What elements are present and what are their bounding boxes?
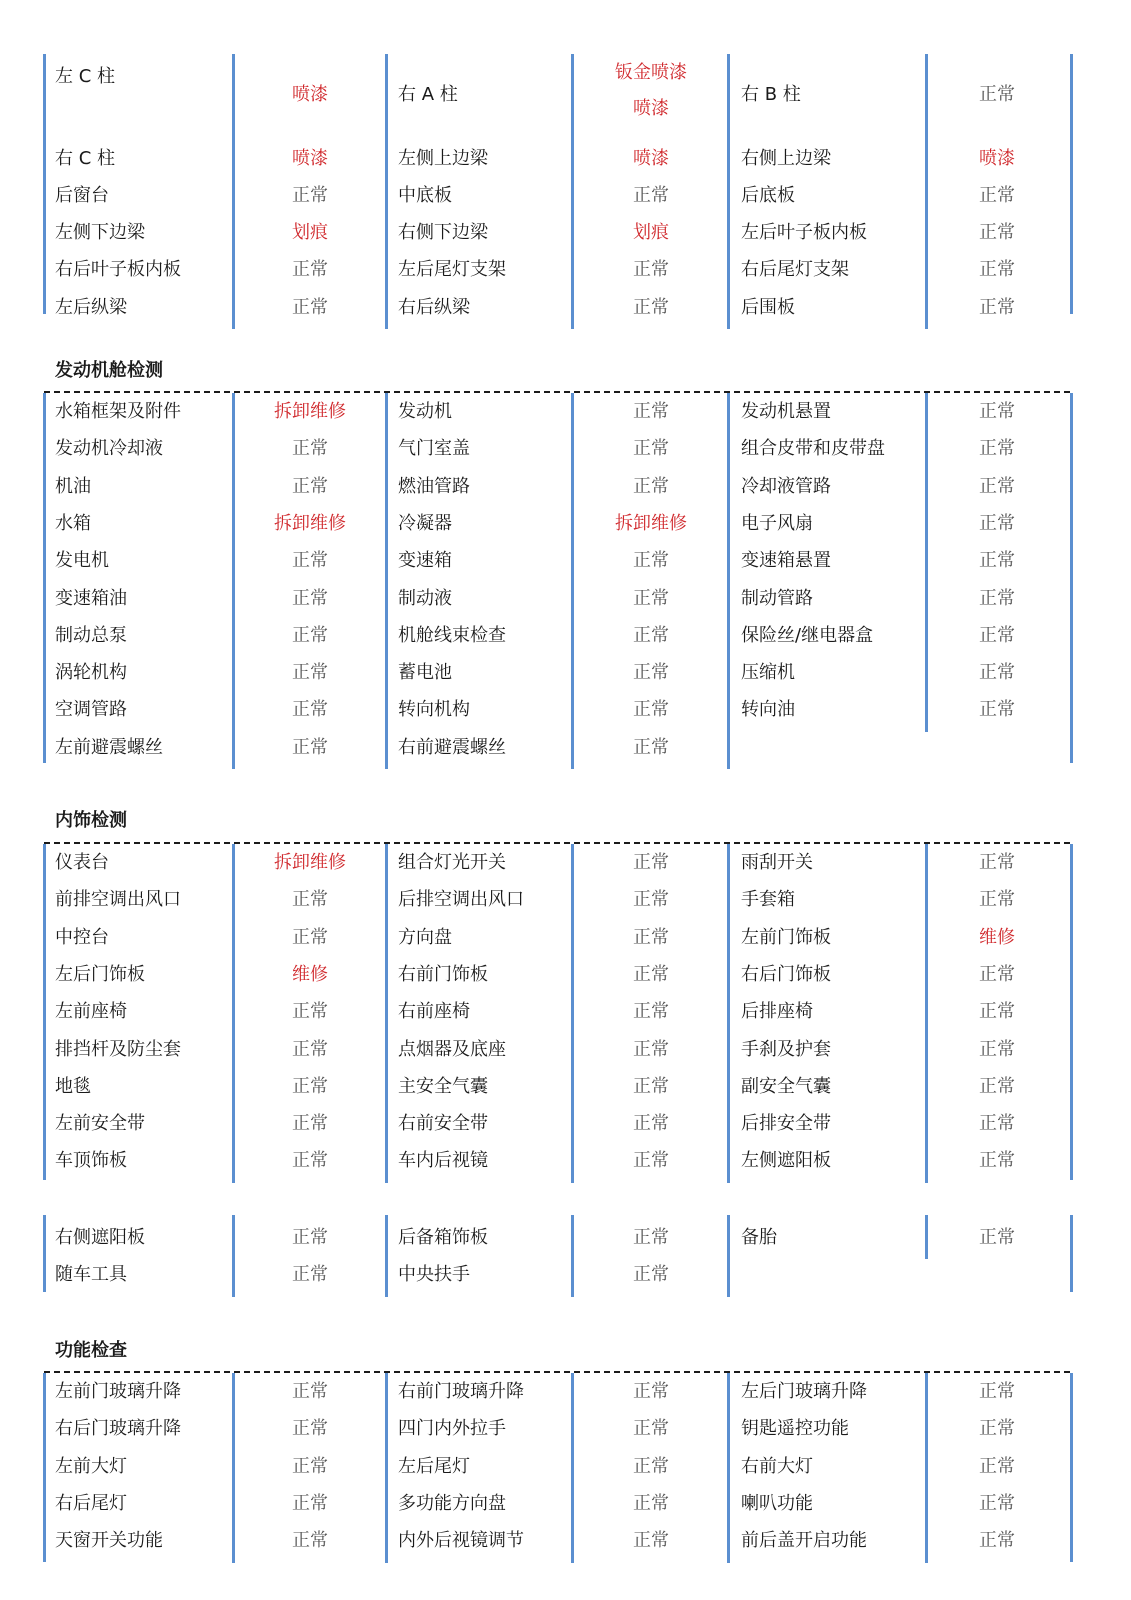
item-status: 喷漆	[292, 84, 328, 105]
item-status: 正常	[633, 297, 669, 318]
item-status: 正常	[979, 550, 1015, 572]
item-name: 右侧遮阳板	[55, 1227, 145, 1248]
item-status: 喷漆	[633, 148, 669, 169]
item-status: 正常	[633, 736, 669, 758]
item-name: 地毯	[55, 1075, 91, 1097]
item-name: 压缩机	[741, 662, 795, 684]
item-status: 正常	[292, 1001, 328, 1023]
item-name: 左后尾灯	[398, 1455, 470, 1477]
section-divider	[44, 391, 1070, 393]
column-divider	[571, 393, 574, 769]
left-border	[43, 1215, 46, 1292]
item-status: 正常	[979, 185, 1015, 206]
item-status: 正常	[633, 550, 669, 572]
item-name: 手刹及护套	[741, 1038, 831, 1060]
column-divider	[727, 54, 730, 329]
item-status: 正常	[292, 259, 328, 280]
left-border	[43, 1373, 46, 1562]
item-status: 正常	[292, 1492, 328, 1514]
item-status: 正常	[633, 1227, 669, 1248]
item-name: 气门室盖	[398, 438, 470, 460]
item-status: 划痕	[292, 222, 328, 243]
column-divider	[232, 393, 235, 769]
item-name: 机舱线束检查	[398, 624, 506, 646]
column-divider	[925, 393, 928, 732]
item-status: 正常	[979, 1492, 1015, 1514]
column-divider	[385, 1373, 388, 1563]
item-status: 正常	[633, 699, 669, 721]
item-status: 正常	[979, 963, 1015, 985]
item-name: 后排空调出风口	[398, 889, 524, 911]
item-status: 正常	[979, 222, 1015, 243]
item-status: 正常	[979, 1113, 1015, 1135]
item-name: 后排安全带	[741, 1113, 831, 1135]
item-name: 备胎	[741, 1227, 777, 1248]
item-status: 正常	[292, 1038, 328, 1060]
item-name: 中底板	[398, 185, 452, 206]
item-status: 正常	[979, 1381, 1015, 1402]
section-title: 内饰检测	[55, 810, 127, 831]
right-border	[1070, 54, 1073, 314]
item-name: 主安全气囊	[398, 1075, 488, 1097]
item-name: 发动机悬置	[741, 401, 831, 422]
item-name: 内外后视镜调节	[398, 1530, 524, 1552]
item-status: 正常	[979, 1455, 1015, 1477]
item-status: 正常	[292, 926, 328, 948]
item-name: 点烟器及底座	[398, 1038, 506, 1060]
item-status: 正常	[979, 852, 1015, 873]
item-name: 左前门饰板	[741, 926, 831, 948]
column-divider	[385, 393, 388, 769]
column-divider	[571, 1373, 574, 1563]
column-divider	[571, 54, 574, 329]
item-name: 左侧上边梁	[398, 148, 488, 169]
column-divider	[232, 1215, 235, 1297]
item-status: 正常	[979, 1418, 1015, 1440]
section-divider	[44, 842, 1070, 844]
item-status: 正常	[292, 297, 328, 318]
item-name: 右前安全带	[398, 1113, 488, 1135]
column-divider	[727, 1373, 730, 1563]
item-name: 发动机冷却液	[55, 438, 163, 460]
item-status: 正常	[979, 587, 1015, 609]
column-divider	[232, 844, 235, 1183]
item-status: 正常	[292, 1455, 328, 1477]
item-status: 正常	[979, 84, 1015, 105]
item-status: 正常	[292, 1113, 328, 1135]
left-border	[43, 54, 46, 314]
item-status: 正常	[633, 401, 669, 422]
item-name: 车顶饰板	[55, 1150, 127, 1172]
item-status: 正常	[633, 1418, 669, 1440]
item-status: 正常	[979, 1038, 1015, 1060]
item-name: 转向机构	[398, 699, 470, 721]
item-name: 制动总泵	[55, 624, 127, 646]
item-name: 发电机	[55, 550, 109, 572]
column-divider	[232, 54, 235, 329]
item-status: 正常	[979, 1530, 1015, 1552]
column-divider	[925, 1373, 928, 1563]
right-border	[1070, 844, 1073, 1180]
item-status: 正常	[633, 1264, 669, 1286]
item-status: 正常	[633, 889, 669, 911]
item-name: 四门内外拉手	[398, 1418, 506, 1440]
item-name: 保险丝/继电器盒	[741, 624, 874, 646]
item-status: 正常	[979, 1150, 1015, 1172]
item-name: 手套箱	[741, 889, 795, 911]
item-status: 正常	[979, 475, 1015, 497]
item-name: 钥匙遥控功能	[741, 1418, 849, 1440]
item-name: 前排空调出风口	[55, 889, 181, 911]
column-divider	[385, 1215, 388, 1297]
item-status: 正常	[633, 1075, 669, 1097]
item-status: 正常	[979, 889, 1015, 911]
item-status: 正常	[633, 259, 669, 280]
item-status: 正常	[979, 401, 1015, 422]
item-status: 正常	[292, 1530, 328, 1552]
item-name: 后窗台	[55, 185, 109, 206]
left-border	[43, 393, 46, 763]
item-status: 喷漆	[979, 148, 1015, 169]
item-name: 发动机	[398, 401, 452, 422]
item-status: 正常	[633, 926, 669, 948]
item-status: 喷漆	[633, 98, 669, 119]
item-status: 正常	[979, 662, 1015, 684]
item-name: 左侧下边梁	[55, 222, 145, 243]
item-status: 正常	[979, 438, 1015, 460]
item-status: 正常	[633, 963, 669, 985]
item-name: 左前避震螺丝	[55, 736, 163, 758]
item-name: 右后门玻璃升降	[55, 1418, 181, 1440]
item-status: 正常	[292, 1150, 328, 1172]
item-name: 随车工具	[55, 1264, 127, 1286]
item-status: 正常	[633, 662, 669, 684]
item-status: 正常	[633, 1530, 669, 1552]
item-name: 转向油	[741, 699, 795, 721]
item-status: 正常	[292, 736, 328, 758]
right-border	[1070, 1215, 1073, 1292]
item-status: 正常	[633, 852, 669, 873]
item-name: 组合灯光开关	[398, 852, 506, 873]
item-name: 蓄电池	[398, 662, 452, 684]
left-border	[43, 844, 46, 1180]
item-status: 正常	[633, 1038, 669, 1060]
item-status: 正常	[979, 624, 1015, 646]
item-name: 右侧上边梁	[741, 148, 831, 169]
item-name: 右前门饰板	[398, 963, 488, 985]
item-status: 正常	[292, 889, 328, 911]
column-divider	[925, 54, 928, 329]
item-status: 正常	[292, 1075, 328, 1097]
item-name: 右前门玻璃升降	[398, 1381, 524, 1402]
column-divider	[571, 844, 574, 1183]
item-name: 变速箱	[398, 550, 452, 572]
item-name: 前后盖开启功能	[741, 1530, 867, 1552]
item-name: 右前大灯	[741, 1455, 813, 1477]
item-name: 燃油管路	[398, 475, 470, 497]
item-status: 正常	[979, 259, 1015, 280]
item-status: 正常	[292, 550, 328, 572]
column-divider	[925, 1215, 928, 1259]
column-divider	[727, 393, 730, 769]
item-status: 拆卸维修	[274, 512, 346, 534]
item-name: 水箱框架及附件	[55, 401, 181, 422]
item-status: 正常	[292, 438, 328, 460]
item-status: 正常	[292, 624, 328, 646]
item-name: 左前安全带	[55, 1113, 145, 1135]
item-status: 正常	[979, 1227, 1015, 1248]
item-name: 电子风扇	[741, 512, 813, 534]
item-status: 正常	[633, 475, 669, 497]
item-name: 后底板	[741, 185, 795, 206]
item-status: 正常	[979, 699, 1015, 721]
item-name: 涡轮机构	[55, 662, 127, 684]
item-name: 中控台	[55, 926, 109, 948]
item-status: 正常	[292, 1264, 328, 1286]
item-name: 左后叶子板内板	[741, 222, 867, 243]
item-name: 左后尾灯支架	[398, 259, 506, 280]
item-status: 正常	[292, 1227, 328, 1248]
item-name: 后排座椅	[741, 1001, 813, 1023]
item-name: 右前座椅	[398, 1001, 470, 1023]
item-name: 后备箱饰板	[398, 1227, 488, 1248]
item-name: 变速箱悬置	[741, 550, 831, 572]
item-status: 正常	[292, 1418, 328, 1440]
item-status: 正常	[633, 185, 669, 206]
item-status: 拆卸维修	[274, 852, 346, 873]
item-name: 组合皮带和皮带盘	[741, 438, 885, 460]
item-name: 右 B 柱	[741, 84, 801, 105]
item-status: 正常	[292, 587, 328, 609]
item-name: 制动管路	[741, 587, 813, 609]
item-name: 后围板	[741, 297, 795, 318]
item-name: 右后尾灯	[55, 1492, 127, 1514]
item-name: 雨刮开关	[741, 852, 813, 873]
item-name: 右后尾灯支架	[741, 259, 849, 280]
column-divider	[232, 1373, 235, 1563]
item-status: 正常	[633, 438, 669, 460]
item-name: 冷凝器	[398, 512, 452, 534]
right-border	[1070, 1373, 1073, 1562]
item-status: 正常	[979, 1001, 1015, 1023]
item-status: 正常	[633, 587, 669, 609]
item-status: 正常	[979, 1075, 1015, 1097]
column-divider	[571, 1215, 574, 1297]
item-status: 正常	[633, 624, 669, 646]
item-name: 右后纵梁	[398, 297, 470, 318]
item-name: 左前座椅	[55, 1001, 127, 1023]
item-status: 钣金喷漆	[615, 62, 687, 83]
item-name: 变速箱油	[55, 587, 127, 609]
item-status: 维修	[292, 963, 328, 985]
item-name: 副安全气囊	[741, 1075, 831, 1097]
section-title: 功能检查	[55, 1340, 127, 1361]
item-name: 右侧下边梁	[398, 222, 488, 243]
item-name: 多功能方向盘	[398, 1492, 506, 1514]
item-status: 正常	[292, 662, 328, 684]
column-divider	[925, 844, 928, 1183]
item-name: 左 C 柱	[55, 66, 116, 87]
item-name: 水箱	[55, 512, 91, 534]
item-name: 仪表台	[55, 852, 109, 873]
section-title: 发动机舱检测	[55, 360, 163, 381]
item-status: 正常	[979, 512, 1015, 534]
item-status: 正常	[633, 1001, 669, 1023]
section-divider	[44, 1371, 1070, 1373]
item-status: 正常	[633, 1492, 669, 1514]
column-divider	[385, 844, 388, 1183]
column-divider	[727, 844, 730, 1183]
item-name: 左前大灯	[55, 1455, 127, 1477]
item-name: 机油	[55, 475, 91, 497]
item-name: 排挡杆及防尘套	[55, 1038, 181, 1060]
item-status: 拆卸维修	[615, 512, 687, 534]
item-status: 划痕	[633, 222, 669, 243]
column-divider	[385, 54, 388, 329]
item-name: 左后门饰板	[55, 963, 145, 985]
item-status: 喷漆	[292, 148, 328, 169]
item-status: 正常	[292, 185, 328, 206]
item-status: 正常	[292, 475, 328, 497]
item-name: 右 A 柱	[398, 84, 458, 105]
item-name: 空调管路	[55, 699, 127, 721]
item-name: 右 C 柱	[55, 148, 116, 169]
item-name: 右前避震螺丝	[398, 736, 506, 758]
item-name: 左后门玻璃升降	[741, 1381, 867, 1402]
right-border	[1070, 393, 1073, 763]
item-name: 喇叭功能	[741, 1492, 813, 1514]
item-status: 正常	[633, 1113, 669, 1135]
item-status: 正常	[633, 1381, 669, 1402]
item-status: 拆卸维修	[274, 401, 346, 422]
item-name: 冷却液管路	[741, 475, 831, 497]
item-name: 方向盘	[398, 926, 452, 948]
item-name: 天窗开关功能	[55, 1530, 163, 1552]
item-name: 左侧遮阳板	[741, 1150, 831, 1172]
item-name: 右后叶子板内板	[55, 259, 181, 280]
item-name: 中央扶手	[398, 1264, 470, 1286]
item-status: 正常	[979, 297, 1015, 318]
item-status: 正常	[292, 699, 328, 721]
item-name: 车内后视镜	[398, 1150, 488, 1172]
item-name: 左前门玻璃升降	[55, 1381, 181, 1402]
item-name: 制动液	[398, 587, 452, 609]
item-status: 维修	[979, 926, 1015, 948]
column-divider	[727, 1215, 730, 1297]
item-status: 正常	[633, 1455, 669, 1477]
item-status: 正常	[633, 1150, 669, 1172]
item-name: 右后门饰板	[741, 963, 831, 985]
item-name: 左后纵梁	[55, 297, 127, 318]
item-status: 正常	[292, 1381, 328, 1402]
